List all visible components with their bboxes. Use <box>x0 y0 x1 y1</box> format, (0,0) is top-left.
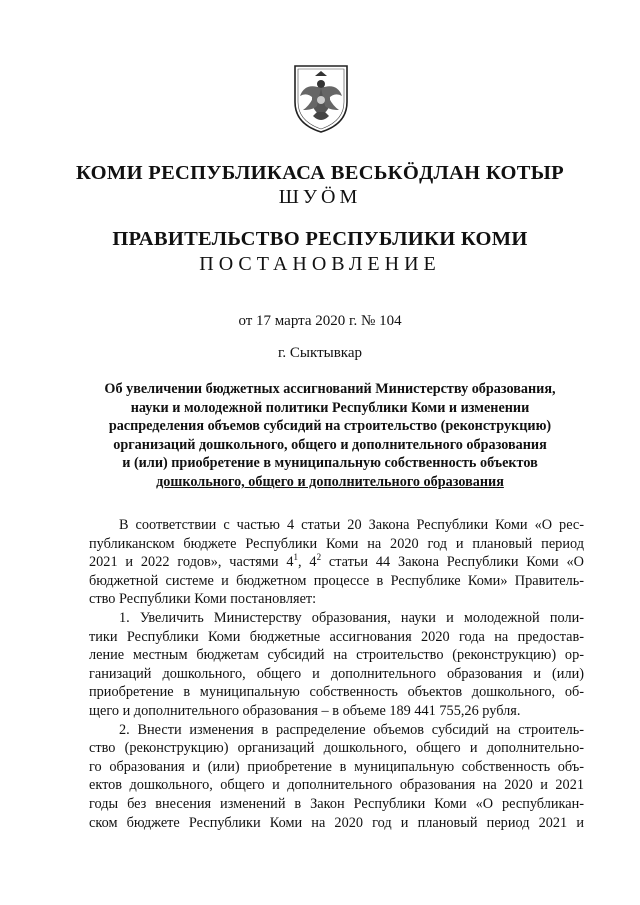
superscript: 2 <box>316 552 322 563</box>
document-type-title: ПОСТАНОВЛЕНИЕ <box>199 253 441 275</box>
body-line: ектов дошкольного, общего и дополнительного образования на 2020 и 2021 <box>89 777 584 794</box>
body-line: годы без внесения изменений в Закон Республики Коми «О республикан- <box>89 795 584 812</box>
title-line: и (или) приобретение в муниципальную собственность объектов <box>122 455 538 472</box>
body-line: ганизаций дошкольного, общего и дополнительного образования и (или) <box>89 665 584 682</box>
body-line: 2. Внести изменения в распределение объемов субсидий на строитель- <box>119 721 584 738</box>
komi-header-line1: КОМИ РЕСПУБЛИКАСА ВЕСЬКӦДЛАН КОТЫР <box>76 162 564 184</box>
title-line: организаций дошкольного, общего и дополнительного образования <box>113 436 547 453</box>
komi-header-line2: ШУӦМ <box>278 186 362 208</box>
body-line: 1. Увеличить Министерству образования, науки и молодежной поли- <box>119 609 584 626</box>
body-text: , 4 <box>298 554 317 571</box>
body-line <box>89 553 584 572</box>
body-line: тики Республики Коми бюджетные ассигнования 2020 года на предостав- <box>89 628 584 645</box>
coat-of-arms-emblem <box>291 62 351 134</box>
body-text: 2021 и 2022 годов», частями 4 <box>89 554 294 571</box>
body-line: го образования и (или) приобретение в муниципальную собственность объ- <box>89 758 584 775</box>
body-line: В соответствии с частью 4 статьи 20 Закона Республики Коми «О рес- <box>119 517 584 533</box>
body-text: статьи 44 Закона Республики Коми «О <box>321 554 585 571</box>
body-line: ском бюджете Республики Коми на 2020 год и плановый период 2021 и <box>89 814 584 831</box>
body-line: приобретение в муниципальную собственность объектов дошкольного, об- <box>89 684 584 701</box>
document-title <box>90 380 570 492</box>
body-line: ство Республики Коми постановляет: <box>89 591 317 608</box>
body-line: щего и дополнительного образования – в объеме 189 441 755,26 рубля. <box>89 702 521 719</box>
title-line: распределения объемов субсидий на строительство (реконструкцию) <box>108 418 552 435</box>
body-line: бюджетной системе и бюджетном процессе в Республике Коми» Правитель- <box>89 572 584 589</box>
document-city: г. Сыктывкар <box>277 345 363 361</box>
body-line: ство (реконструкцию) организаций дошкольного, общего и дополнительно- <box>89 740 584 757</box>
body-line: ление местным бюджетам субсидий на строительство (реконструкцию) ор- <box>89 647 584 664</box>
title-line: науки и молодежной политики Республики Коми и изменении <box>130 399 530 416</box>
body-line: публиканском бюджете Республики Коми на 2020 год и плановый период <box>89 535 584 552</box>
government-header: ПРАВИТЕЛЬСТВО РЕСПУБЛИКИ КОМИ <box>112 228 528 250</box>
title-line: Об увеличении бюджетных ассигнований Министерству образования, <box>104 381 556 397</box>
title-line: дошкольного, общего и дополнительного образования <box>156 473 504 490</box>
document-date-number: от 17 марта 2020 г. № 104 <box>238 313 402 329</box>
superscript: 1 <box>293 552 299 563</box>
document-body <box>89 516 585 832</box>
